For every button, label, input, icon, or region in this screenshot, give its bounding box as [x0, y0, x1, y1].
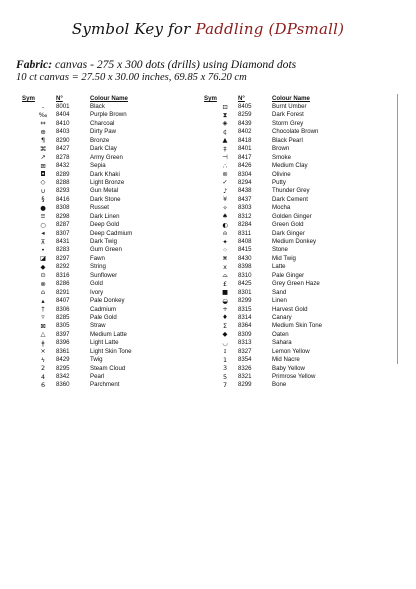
stitch-symbol-icon: ◈	[222, 119, 228, 128]
colour-name: Oaten	[272, 330, 289, 338]
colour-number: 8297	[56, 254, 70, 262]
stitch-symbol-icon: ¥	[222, 195, 228, 204]
colour-name: Golden Ginger	[272, 212, 312, 220]
stitch-symbol-icon: 1	[222, 355, 228, 364]
fabric-label: Fabric:	[16, 58, 53, 71]
colour-number: 8259	[238, 111, 252, 119]
colour-name: Dirty Paw	[90, 128, 117, 136]
stitch-symbol-icon: ✧	[222, 203, 228, 212]
canvas-size-line: 10 ct canvas = 27.50 x 30.00 inches, 69.85 x 76.20 cm	[16, 72, 247, 83]
stitch-symbol-icon: ↗	[40, 153, 46, 162]
fabric-line	[16, 58, 408, 71]
colour-number: 8314	[238, 313, 252, 321]
colour-number: 8312	[238, 212, 252, 220]
colour-name: Green Gold	[272, 221, 304, 229]
colour-name: Sand	[272, 288, 287, 296]
colour-number: 8311	[238, 229, 252, 237]
colour-name: Dark Linen	[90, 212, 120, 220]
stitch-symbol-icon: ⊠	[40, 321, 46, 330]
colour-number: 8427	[56, 145, 70, 153]
stitch-symbol-icon: ⊼	[40, 237, 46, 246]
stitch-symbol-icon: ◘	[40, 170, 46, 178]
colour-number: 8364	[238, 322, 252, 330]
colour-name: Dark Khaki	[90, 170, 120, 178]
colour-name: Gun Metal	[90, 187, 119, 195]
colour-number: 8283	[56, 246, 70, 254]
colour-number: 8290	[56, 136, 70, 144]
stitch-symbol-icon: ▴	[41, 296, 45, 305]
colour-number: 8299	[238, 381, 252, 389]
colour-number: 8308	[56, 204, 70, 212]
colour-name: Canary	[272, 313, 292, 321]
colour-number: 8293	[56, 187, 70, 195]
colour-name: Olivine	[272, 170, 291, 178]
stitch-symbol-icon: 5	[222, 372, 228, 381]
header-num: N°	[56, 95, 63, 102]
colour-number: 8291	[56, 288, 70, 296]
colour-name: Chocolate Brown	[272, 128, 319, 136]
colour-name: Lemon Yellow	[272, 347, 310, 355]
colour-name: Stone	[272, 246, 288, 254]
stitch-symbol-icon: ⊞	[40, 161, 46, 170]
colour-number: 8321	[238, 373, 252, 380]
stitch-symbol-icon: ǂ	[41, 338, 45, 347]
colour-number: 8401	[238, 145, 252, 153]
stitch-symbol-icon: ✦	[222, 237, 228, 246]
colour-number: 8425	[238, 280, 252, 288]
stitch-symbol-icon: 4	[40, 372, 46, 381]
colour-number: 8307	[56, 229, 70, 237]
stitch-symbol-icon: ⧗	[222, 110, 228, 119]
stitch-symbol-icon: ◇	[40, 178, 46, 187]
colour-number: 8404	[56, 111, 70, 119]
stitch-symbol-icon: ⊣	[222, 153, 228, 162]
header-sym: Sym	[204, 95, 217, 102]
colour-name: Sahara	[272, 339, 292, 347]
colour-number: 8342	[56, 373, 70, 380]
colour-name: Pale Gold	[90, 313, 117, 321]
colour-name: Army Green	[90, 153, 123, 161]
symbol-column-left	[22, 94, 212, 390]
colour-number: 8294	[238, 178, 252, 186]
colour-name: Pale Donkey	[90, 297, 125, 305]
stitch-symbol-icon: ⌘	[39, 144, 47, 153]
colour-name: Harvest Gold	[272, 305, 308, 313]
colour-name: Fawn	[90, 254, 105, 262]
colour-number: 8426	[238, 162, 252, 170]
colour-number: 8303	[238, 204, 252, 212]
colour-name: Storm Grey	[272, 119, 304, 127]
stitch-symbol-icon: ×	[40, 347, 46, 356]
colour-number: 8438	[238, 187, 252, 195]
colour-number: 8407	[56, 297, 70, 305]
colour-number: 8299	[238, 297, 252, 305]
stitch-symbol-icon: ∪	[40, 186, 46, 195]
colour-name: Smoke	[272, 153, 291, 161]
stitch-symbol-icon: 3	[222, 364, 228, 373]
colour-number: 8431	[56, 238, 70, 245]
header-name: Colour Name	[272, 95, 310, 102]
colour-number: 8439	[238, 119, 252, 127]
stitch-symbol-icon: §	[41, 195, 45, 204]
colour-name: Parchment	[90, 381, 120, 389]
stitch-symbol-icon: ●	[40, 203, 46, 212]
colour-number: 8361	[56, 347, 70, 355]
colour-number: 8289	[56, 170, 70, 178]
colour-name: Russet	[90, 204, 109, 212]
title-design-name: Paddling (DPsmall)	[195, 20, 345, 38]
stitch-symbol-icon: ◒	[222, 296, 228, 305]
colour-number: 8292	[56, 263, 70, 271]
colour-number: 8285	[56, 313, 70, 321]
colour-name: Thunder Grey	[272, 187, 310, 195]
stitch-symbol-icon: ⊜	[222, 170, 228, 178]
colour-number: 8437	[238, 195, 252, 203]
colour-name: Grey Green Haze	[272, 280, 320, 288]
colour-name: Medium Skin Tone	[272, 322, 323, 330]
colour-number: 8402	[238, 128, 252, 136]
colour-number: 8396	[56, 339, 70, 347]
colour-name: Sunflower	[90, 271, 118, 279]
stitch-symbol-icon: ¢	[222, 127, 228, 136]
symbol-cell	[204, 381, 238, 390]
page-title	[0, 20, 416, 38]
stitch-symbol-icon: ✓	[222, 178, 228, 187]
header-name: Colour Name	[90, 95, 128, 102]
colour-name: Sepia	[90, 162, 106, 170]
colour-number: 8306	[56, 305, 70, 313]
stitch-symbol-icon: -	[41, 102, 45, 111]
colour-name: Dark Ginger	[272, 229, 305, 237]
colour-name: Steam Cloud	[90, 364, 126, 372]
title-prefix: Symbol Key for	[71, 20, 191, 38]
stitch-symbol-icon: ⋇	[222, 254, 228, 263]
colour-number: 8415	[238, 246, 252, 254]
stitch-symbol-icon: 7	[222, 380, 228, 389]
colour-number: 8310	[238, 271, 252, 279]
colour-name: Dark Forest	[272, 111, 304, 119]
header-sym: Sym	[22, 95, 35, 102]
stitch-symbol-icon: ○	[40, 220, 46, 229]
colour-number: 8418	[238, 136, 252, 144]
header-num: N°	[238, 95, 245, 102]
stitch-symbol-icon: x	[223, 262, 227, 271]
stitch-symbol-icon: ‰	[38, 110, 48, 119]
colour-number: 8326	[238, 364, 252, 372]
colour-name: Dark Stone	[90, 195, 121, 203]
colour-name: Latte	[272, 263, 286, 271]
colour-name: Light Bronze	[90, 178, 125, 186]
colour-number: 8354	[238, 356, 252, 364]
colour-name: Deep Gold	[90, 221, 120, 229]
colour-name: Mid Twig	[272, 254, 296, 262]
stitch-symbol-icon: ⊕	[40, 127, 46, 136]
colour-number: 8305	[56, 322, 70, 330]
stitch-symbol-icon: ⍝	[223, 229, 227, 238]
colour-number: 8286	[56, 280, 70, 288]
colour-number: 8327	[238, 347, 252, 355]
colour-name: Pearl	[90, 373, 105, 380]
colour-name: Medium Donkey	[272, 238, 317, 245]
colour-name: Mid Nacre	[272, 356, 300, 364]
colour-number: 8278	[56, 153, 70, 161]
colour-name: Black Pearl	[272, 136, 303, 144]
stitch-symbol-icon: ⊡	[222, 102, 228, 111]
colour-number: 8284	[238, 221, 252, 229]
colour-name: Primrose Yellow	[272, 373, 316, 380]
colour-name: Dark Twig	[90, 238, 117, 245]
stitch-symbol-icon: ≡	[40, 212, 46, 221]
colour-number: 8403	[56, 128, 70, 136]
stitch-symbol-icon: †	[41, 305, 45, 313]
colour-number: 8315	[238, 305, 252, 313]
colour-name: Putty	[272, 178, 286, 186]
colour-name: Medium Clay	[272, 162, 308, 170]
colour-number: 8301	[238, 288, 252, 296]
table-row	[204, 381, 394, 389]
colour-number: 8432	[56, 162, 70, 170]
stitch-symbol-icon: £	[222, 279, 228, 288]
colour-name: Straw	[90, 322, 106, 330]
colour-number: 8309	[238, 330, 252, 338]
colour-name: Bronze	[90, 136, 110, 144]
symbol-key-table	[16, 94, 398, 389]
colour-name: Deep Cadmium	[90, 229, 133, 237]
colour-name: Pale Ginger	[272, 271, 305, 279]
colour-name: Gum Green	[90, 246, 122, 254]
colour-name: Purple Brown	[90, 111, 127, 119]
stitch-symbol-icon: ◐	[222, 220, 228, 229]
stitch-symbol-icon: ▲	[222, 136, 228, 145]
colour-number: 8316	[56, 271, 70, 279]
stitch-symbol-icon: ♪	[222, 186, 228, 195]
colour-name: Gold	[90, 280, 103, 288]
colour-name: String	[90, 263, 106, 271]
colour-name: Linen	[272, 297, 287, 305]
colour-number: 8397	[56, 330, 70, 338]
colour-name: Dark Cement	[272, 195, 308, 203]
stitch-symbol-icon: 2	[40, 364, 46, 373]
colour-number: 8287	[56, 221, 70, 229]
stitch-symbol-icon: ⌓	[222, 271, 228, 280]
colour-number: 8405	[238, 103, 252, 110]
colour-number: 8288	[56, 178, 70, 186]
stitch-symbol-icon: ⁘	[222, 245, 228, 254]
stitch-symbol-icon: ⌂	[40, 288, 46, 297]
colour-name: Cadmium	[90, 305, 117, 313]
stitch-symbol-icon: ϟ	[40, 355, 46, 364]
colour-name: Light Latte	[90, 339, 119, 347]
colour-number: 8417	[238, 153, 252, 161]
stitch-symbol-icon: ◪	[39, 254, 47, 263]
symbol-column-right	[204, 94, 394, 390]
stitch-symbol-icon: ▿	[41, 313, 45, 322]
stitch-symbol-icon: ⇔	[40, 119, 46, 128]
stitch-symbol-icon: ◡	[222, 338, 228, 347]
colour-name: Dark Clay	[90, 145, 117, 153]
colour-number: 8001	[56, 103, 70, 110]
stitch-symbol-icon: Σ	[222, 321, 228, 330]
stitch-symbol-icon: △	[40, 330, 46, 339]
colour-name: Black	[90, 103, 105, 110]
colour-name: Mocha	[272, 204, 291, 212]
stitch-symbol-icon: ɪ	[223, 347, 227, 356]
colour-name: Bone	[272, 381, 287, 389]
colour-number: 8304	[238, 170, 252, 178]
colour-number: 8429	[56, 356, 70, 364]
colour-name: Brown	[272, 145, 290, 153]
stitch-symbol-icon: ♠	[222, 212, 228, 221]
colour-number: 8298	[56, 212, 70, 220]
fabric-text: canvas - 275 x 300 dots (drills) using Diamond dots	[54, 58, 297, 71]
stitch-symbol-icon: ⊗	[40, 279, 46, 288]
symbol-cell	[22, 381, 56, 390]
stitch-symbol-icon: •	[41, 245, 45, 254]
colour-number: 8360	[56, 381, 70, 389]
colour-number: 8430	[238, 254, 252, 262]
stitch-symbol-icon: ∴	[222, 161, 228, 170]
colour-number: 8295	[56, 364, 70, 372]
stitch-symbol-icon: 6	[40, 380, 46, 389]
table-row	[22, 381, 212, 389]
stitch-symbol-icon: ‡	[223, 144, 227, 153]
stitch-symbol-icon: ♦	[222, 313, 228, 322]
colour-name: Ivory	[90, 288, 104, 296]
colour-name: Twig	[90, 356, 103, 364]
colour-name: Baby Yellow	[272, 364, 305, 372]
colour-name: Medium Latte	[90, 330, 127, 338]
stitch-symbol-icon: ◆	[222, 330, 228, 339]
stitch-symbol-icon: ◆	[40, 262, 46, 271]
stitch-symbol-icon: ¶	[40, 136, 46, 145]
colour-number: 8416	[56, 195, 70, 203]
stitch-symbol-icon: +	[222, 305, 228, 313]
stitch-symbol-icon: ⊙	[40, 271, 46, 280]
colour-name: Burnt Umber	[272, 103, 307, 110]
colour-number: 8398	[238, 263, 252, 271]
colour-number: 8313	[238, 339, 252, 347]
stitch-symbol-icon: ◂	[41, 229, 45, 238]
colour-name: Charcoal	[90, 119, 115, 127]
colour-name: Light Skin Tone	[90, 347, 132, 355]
colour-number: 8410	[56, 119, 70, 127]
colour-number: 8408	[238, 238, 252, 245]
stitch-symbol-icon: ■	[221, 288, 229, 297]
